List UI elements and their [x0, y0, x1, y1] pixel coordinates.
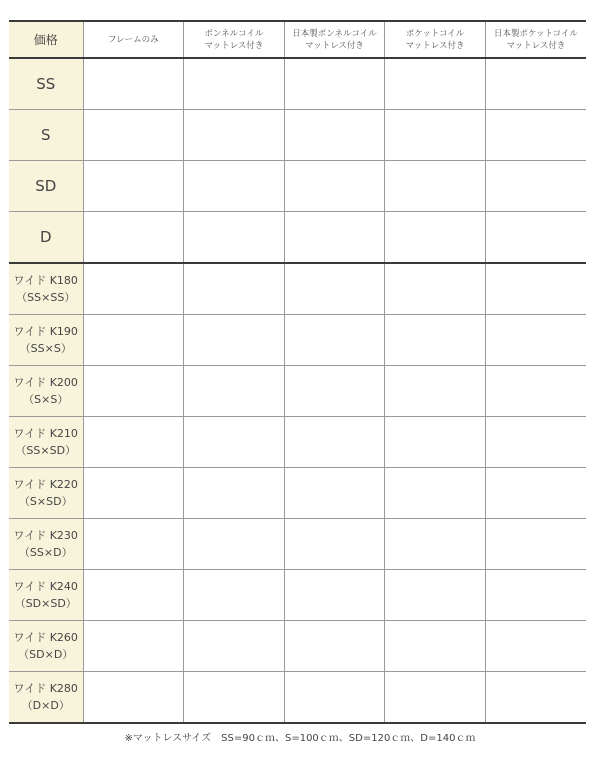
price-cell: [184, 621, 285, 672]
mattress-size-note: ※マットレスサイズ SS=90ｃｍ、S=100ｃｍ、SD=120ｃｍ、D=140ｃｍ: [124, 733, 476, 744]
price-cell: [485, 263, 586, 315]
header-sublabel: マットレス付き: [506, 40, 566, 51]
price-cell: [184, 161, 285, 212]
price-cell: [284, 621, 385, 672]
price-cell: [83, 672, 184, 724]
size-row-ss: [9, 58, 586, 110]
wide-size-combo: （D×D）: [21, 699, 70, 712]
wide-size-combo: （SS×SS）: [16, 291, 76, 304]
wide-size-name: ワイド K190: [13, 325, 78, 338]
header-row: [9, 21, 586, 58]
price-cell: [485, 212, 586, 264]
price-cell: [284, 315, 385, 366]
price-cell: [284, 366, 385, 417]
wide-row-k260: [9, 621, 586, 672]
price-cell: [485, 315, 586, 366]
price-cell: [485, 570, 586, 621]
wide-row-k220: [9, 468, 586, 519]
header-label: フレームのみ: [107, 34, 159, 45]
price-cell: [184, 468, 285, 519]
price-cell: [83, 519, 184, 570]
size-label: SS: [9, 58, 83, 110]
header-label: 日本製ボンネルコイル: [292, 28, 377, 39]
header-sublabel: マットレス付き: [405, 40, 465, 51]
price-cell: [385, 315, 486, 366]
wide-size-name: ワイド K180: [13, 274, 78, 287]
wide-row-k230: [9, 519, 586, 570]
wide-row-k240: [9, 570, 586, 621]
price-cell: [83, 417, 184, 468]
size-row-s: [9, 110, 586, 161]
price-cell: [284, 110, 385, 161]
price-cell: [485, 621, 586, 672]
price-cell: [385, 58, 486, 110]
price-cell: [284, 58, 385, 110]
price-cell: [184, 58, 285, 110]
wide-size-label: [9, 570, 83, 621]
wide-size-label: [9, 519, 83, 570]
price-cell: [83, 621, 184, 672]
header-label: ポケットコイル: [405, 28, 465, 39]
wide-size-name: ワイド K210: [13, 427, 78, 440]
price-cell: [385, 519, 486, 570]
price-cell: [284, 212, 385, 264]
price-cell: [385, 621, 486, 672]
wide-row-k280: [9, 672, 586, 724]
wide-size-combo: （SS×S）: [19, 342, 72, 355]
wide-size-label: [9, 621, 83, 672]
price-cell: [385, 468, 486, 519]
wide-row-k200: [9, 366, 586, 417]
wide-size-name: ワイド K220: [13, 478, 78, 491]
wide-size-label: [9, 366, 83, 417]
header-japan-pocket-coil: [485, 21, 586, 58]
wide-row-k210: [9, 417, 586, 468]
price-cell: [284, 417, 385, 468]
price-cell: [184, 417, 285, 468]
price-cell: [83, 110, 184, 161]
price-cell: [485, 366, 586, 417]
header-label: 日本製ポケットコイル: [493, 28, 578, 39]
price-cell: [83, 468, 184, 519]
price-cell: [385, 570, 486, 621]
wide-row-k180: [9, 263, 586, 315]
price-cell: [284, 519, 385, 570]
price-cell: [284, 570, 385, 621]
header-sublabel: マットレス付き: [204, 40, 264, 51]
price-cell: [485, 161, 586, 212]
price-cell: [284, 672, 385, 724]
price-cell: [485, 519, 586, 570]
price-cell: [284, 263, 385, 315]
wide-size-label: [9, 315, 83, 366]
price-cell: [385, 417, 486, 468]
price-cell: [385, 263, 486, 315]
wide-size-name: ワイド K260: [13, 631, 78, 644]
price-cell: [385, 672, 486, 724]
price-cell: [184, 570, 285, 621]
wide-size-combo: （SS×D）: [18, 546, 73, 559]
header-label: ボンネルコイル: [204, 28, 264, 39]
wide-row-k190: [9, 315, 586, 366]
price-cell: [184, 315, 285, 366]
size-row-d: [9, 212, 586, 264]
price-cell: [385, 366, 486, 417]
header-sublabel: マットレス付き: [305, 40, 364, 51]
price-cell: [385, 161, 486, 212]
wide-size-label: [9, 468, 83, 519]
wide-size-combo: （S×S）: [23, 393, 69, 406]
wide-size-name: ワイド K200: [13, 376, 78, 389]
price-header: 価格: [9, 21, 83, 58]
price-cell: [83, 570, 184, 621]
header-pocket-coil: [385, 21, 486, 58]
price-cell: [83, 161, 184, 212]
wide-size-label: [9, 672, 83, 724]
wide-size-label: [9, 417, 83, 468]
wide-size-combo: （SS×SD）: [15, 444, 77, 457]
price-cell: [184, 263, 285, 315]
header-japan-bonnell-coil: [284, 21, 385, 58]
price-cell: [485, 468, 586, 519]
price-cell: [184, 519, 285, 570]
price-cell: [184, 212, 285, 264]
price-cell: [284, 468, 385, 519]
wide-size-name: ワイド K240: [13, 580, 78, 593]
header-bonnell-coil: [184, 21, 285, 58]
size-label: S: [9, 110, 83, 161]
wide-size-combo: （SD×SD）: [14, 597, 77, 610]
price-table: [9, 20, 586, 724]
price-cell: [284, 161, 385, 212]
price-cell: [83, 315, 184, 366]
size-label: D: [9, 212, 83, 264]
price-cell: [184, 672, 285, 724]
price-cell: [184, 110, 285, 161]
price-cell: [83, 212, 184, 264]
price-cell: [83, 58, 184, 110]
wide-size-name: ワイド K280: [13, 682, 78, 695]
size-row-sd: [9, 161, 586, 212]
price-cell: [485, 417, 586, 468]
price-cell: [485, 672, 586, 724]
price-cell: [385, 110, 486, 161]
wide-size-name: ワイド K230: [13, 529, 78, 542]
price-cell: [83, 263, 184, 315]
price-cell: [485, 58, 586, 110]
price-cell: [83, 366, 184, 417]
wide-size-combo: （S×SD）: [18, 495, 73, 508]
price-cell: [485, 110, 586, 161]
size-label: SD: [9, 161, 83, 212]
header-frame-only: [83, 21, 184, 58]
price-cell: [385, 212, 486, 264]
wide-size-combo: （SD×D）: [18, 648, 74, 661]
price-table-container: [9, 20, 586, 724]
price-cell: [184, 366, 285, 417]
wide-size-label: [9, 263, 83, 315]
